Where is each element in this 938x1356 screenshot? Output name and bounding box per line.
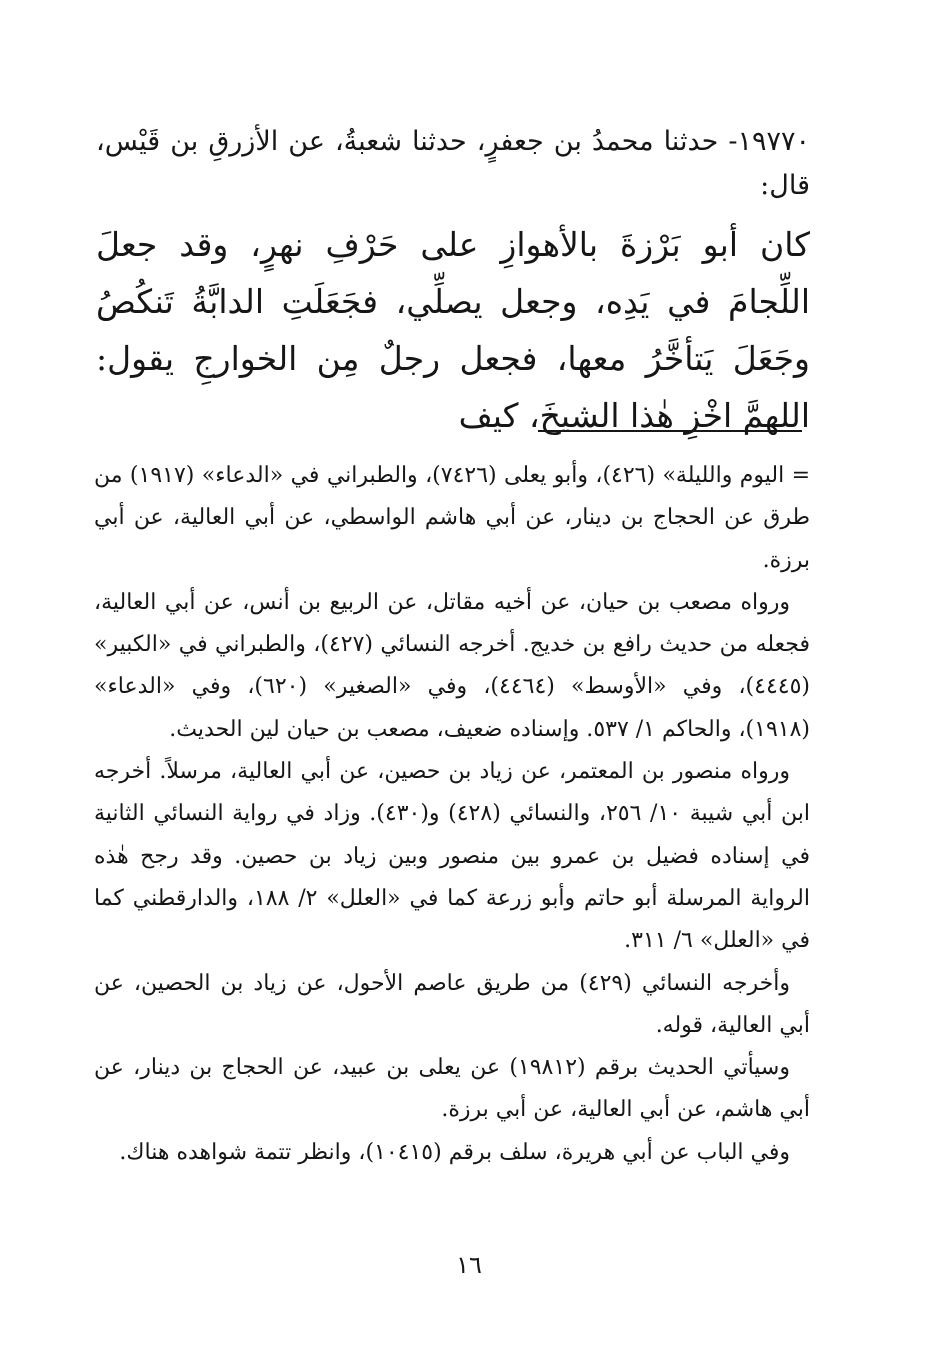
hadith-body: كان أبو بَرْزةَ بالأهوازِ على حَرْفِ نهرٍ، وقد جعلَ اللِّجامَ في يَدِه، وجعل يصلِّي، فجَعَلَتِ الدابَّةُ تَنكُصُ وجَعَلَ يَتأخَّرُ معها، فجعل رجلٌ مِن الخوارجِ يقول: اللهمَّ اخْزِ هٰذا الشيخَ، كيف xyxy=(96,225,810,435)
footnote-paragraph: = اليوم والليلة» (٤٢٦)، وأبو يعلى (٧٤٢٦)، والطبراني في «الدعاء» (١٩١٧) من طرق عن الحجاج بن دينار، عن أبي هاشم الواسطي، عن أبي العالية، عن أبي برزة. xyxy=(94,463,811,573)
footnote-paragraph: وسيأتي الحديث برقم (١٩٨١٢) عن يعلى بن عبيد، عن الحجاج بن دينار، عن أبي هاشم، عن أبي العالية، عن أبي برزة. xyxy=(94,1055,810,1123)
footnote-separator xyxy=(538,430,802,432)
footnote-paragraph: ورواه منصور بن المعتمر، عن زياد بن حصين، عن أبي العالية، مرسلاً. أخرجه ابن أبي شيبة ١٠/ ٢٥٦، والنسائي (٤٢٨) و(٤٣٠). وزاد في رواية النسائي الثانية في إسناده فضيل بن عمرو بين منصور وبين زياد بن حصين. وقد رجح هٰذه الرواية المرسلة أبو حاتم وأبو زرعة كما في «العلل» ٢/ ١٨٨، والدارقطني كما في «العلل» ٦/ ٣١١. xyxy=(94,759,810,954)
hadith-header: ١٩٧٧٠- حدثنا محمدُ بن جعفرٍ، حدثنا شعبةُ، عن الأزرقِ بن قَيْس، قال: xyxy=(96,126,810,201)
footnote-paragraph: وأخرجه النسائي (٤٢٩) من طريق عاصم الأحول، عن زياد بن الحصين، عن أبي العالية، قوله. xyxy=(94,970,810,1038)
footnote-paragraph: ورواه مصعب بن حيان، عن أخيه مقاتل، عن الربيع بن أنس، عن أبي العالية، فجعله من حديث رافع بن خديج. أخرجه النسائي (٤٢٧)، والطبراني في «الكبير» (٤٤٤٥)، وفي «الأوسط» (٤٤٦٤)، وفي «الصغير» (٦٢٠)، وفي «الدعاء» (١٩١٨)، والحاكم ١/ ٥٣٧. وإسناده ضعيف، مصعب بن حيان لين الحديث. xyxy=(94,589,810,742)
footnotes xyxy=(94,455,810,1174)
footnote-paragraph: وفي الباب عن أبي هريرة، سلف برقم (١٠٤١٥)، وانظر تتمة شواهده هناك. xyxy=(119,1139,790,1165)
page-number: ١٦ xyxy=(456,1251,482,1279)
